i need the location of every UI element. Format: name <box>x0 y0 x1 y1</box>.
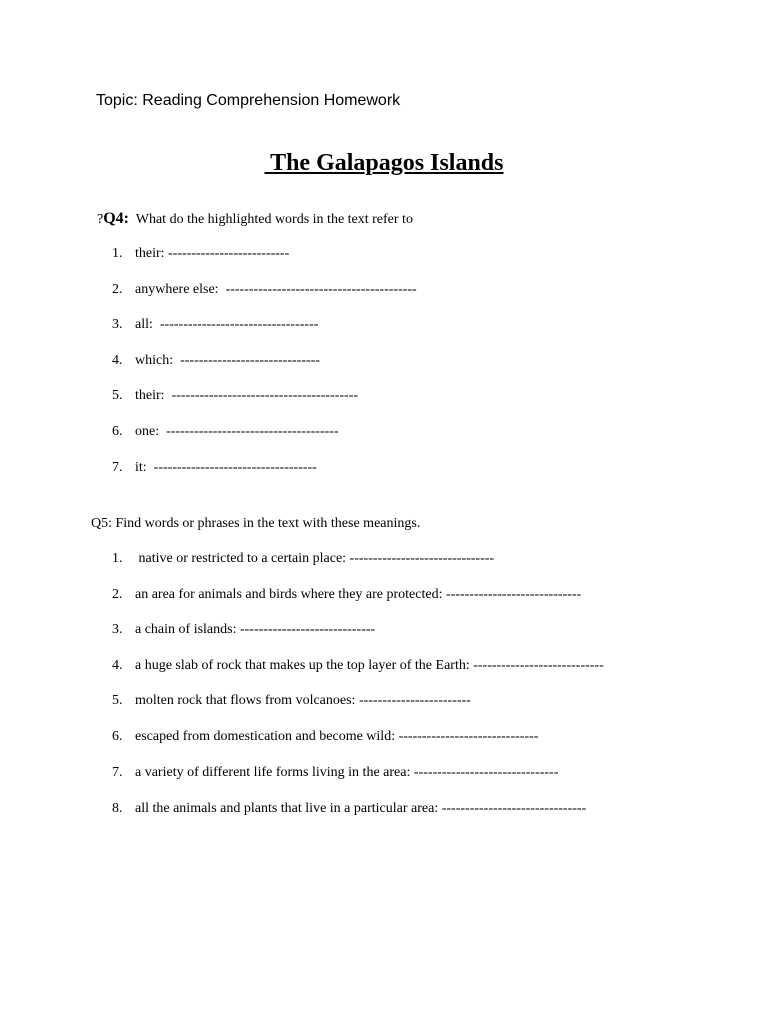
q5-item-number: 7. <box>112 765 123 780</box>
q5-item-number: 5. <box>112 693 123 708</box>
q5-item <box>112 801 586 817</box>
q4-item <box>112 353 320 369</box>
q4-item-text: it: ----------------------------------- <box>135 460 317 475</box>
q4-item <box>112 246 289 262</box>
q5-item-number: 3. <box>112 622 123 637</box>
q5-heading: Q5: Find words or phrases in the text with these meanings. <box>91 516 421 531</box>
q4-item-text: one: ------------------------------------- <box>135 424 339 439</box>
q4-item-text: all: ---------------------------------- <box>135 317 319 332</box>
q5-item-number: 2. <box>112 587 123 602</box>
q5-item-text: all the animals and plants that live in a particular area: ------------------------------- <box>135 801 587 816</box>
q5-item-text: a variety of different life forms living in the area: ------------------------------- <box>135 765 559 780</box>
q4-item-number: 5. <box>112 388 123 403</box>
q5-item-text: native or restricted to a certain place: ------------------------------- <box>135 551 495 566</box>
q4-prompt: What do the highlighted words in the text refer to <box>129 212 413 227</box>
q5-item-number: 8. <box>112 801 123 816</box>
q4-item <box>112 460 317 476</box>
q5-item <box>112 622 375 638</box>
q4-item-number: 4. <box>112 353 123 368</box>
q5-item <box>112 587 581 603</box>
q4-item-number: 6. <box>112 424 123 439</box>
topic-line: Topic: Reading Comprehension Homework <box>96 92 401 109</box>
q4-item-text: their: ---------------------------------------- <box>135 388 359 403</box>
q4-item-text: their: -------------------------- <box>135 246 290 261</box>
q4-heading <box>97 210 413 228</box>
q5-item-number: 4. <box>112 658 123 673</box>
q5-item-text: escaped from domestication and become wild: ------------------------------ <box>135 729 539 744</box>
q4-item-number: 7. <box>112 460 123 475</box>
q4-item-number: 3. <box>112 317 123 332</box>
q4-item <box>112 282 417 298</box>
page-title: The Galapagos Islands <box>264 150 504 176</box>
q4-item <box>112 317 318 333</box>
q4-item <box>112 388 358 404</box>
q5-item <box>112 551 494 567</box>
q4-item <box>112 424 339 440</box>
q5-item-number: 6. <box>112 729 123 744</box>
q4-item-number: 1. <box>112 246 123 261</box>
q5-item-text: a huge slab of rock that makes up the top layer of the Earth: ---------------------------- <box>135 658 604 673</box>
q5-item-text: molten rock that flows from volcanoes: ------------------------ <box>135 693 471 708</box>
q5-item <box>112 658 604 674</box>
q4-label: Q4: <box>103 210 129 227</box>
q4-prefix: ? <box>97 212 104 227</box>
q5-item-text: a chain of islands: ----------------------------- <box>135 622 376 637</box>
q5-item-text: an area for animals and birds where they are protected: ----------------------------- <box>135 587 582 602</box>
q5-item <box>112 765 558 781</box>
q4-item-text: which: ------------------------------ <box>135 353 320 368</box>
q4-item-text: anywhere else: ----------------------------------------- <box>135 282 417 297</box>
q5-item-number: 1. <box>112 551 123 566</box>
q5-item <box>112 729 538 745</box>
q4-item-number: 2. <box>112 282 123 297</box>
q5-item <box>112 693 471 709</box>
